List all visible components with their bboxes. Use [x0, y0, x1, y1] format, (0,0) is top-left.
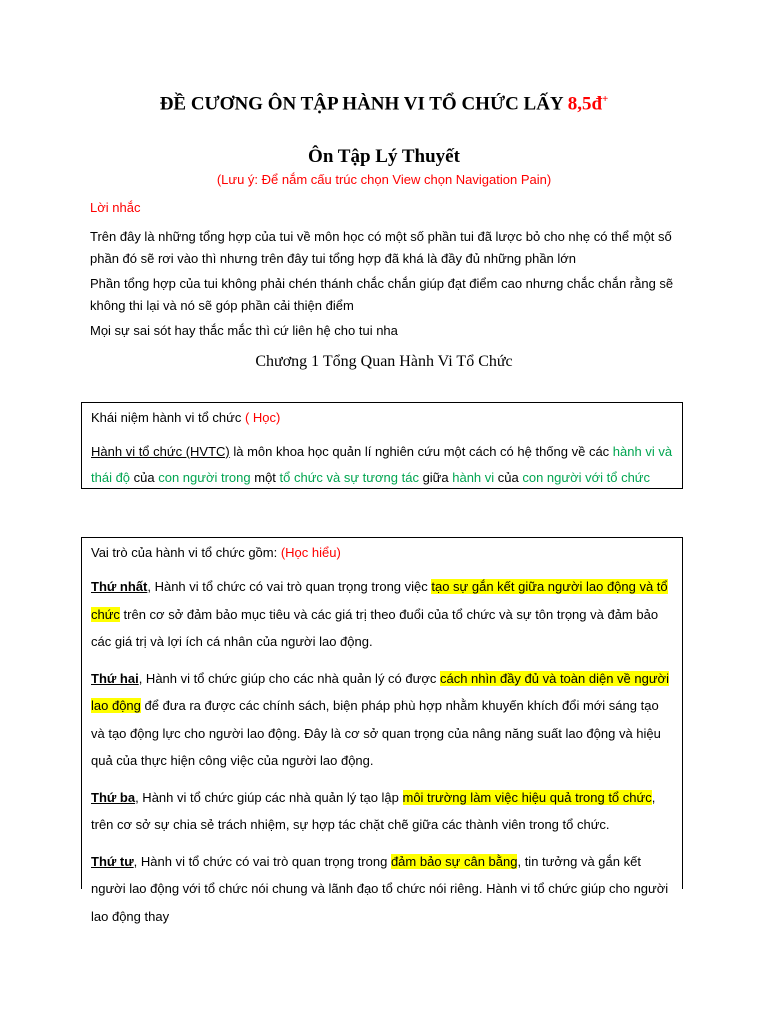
intro-paragraph-2: Phần tổng hợp của tui không phải chén thánh chắc chắn giúp đạt điểm cao nhưng chắc chắn rằng sẽ không thi lại và nó sẽ góp phần cải thiện điểm — [90, 276, 674, 313]
definition-heading: Khái niệm hành vi tổ chức ( Học) — [91, 410, 281, 425]
score-sup: + — [602, 93, 609, 105]
role-paragraph-2: Thứ hai, Hành vi tổ chức giúp cho các nhà quản lý có được cách nhìn đầy đủ và toàn diện về người lao động để đưa ra được các chính sách, biện pháp phù hợp nhằm khuyến khích đổi mới sáng tạo và tạo động lực cho người lao động. Đây là cơ sở quan trọng của nâng năng suất lao động và hiệu quả của thực hiện công việc của người lao động. — [91, 670, 669, 768]
reminder-heading: Lời nhắc — [90, 200, 141, 215]
definition-text: Hành vi tổ chức (HVTC) là môn khoa học quản lí nghiên cứu một cách có hệ thống về các hành vi và thái độ của con người trong một tổ chức và sự tương tác giữa hành vi của con người với tổ chức — [91, 444, 673, 485]
intro-paragraph-3: Mọi sự sai sót hay thắc mắc thì cứ liên hệ cho tui nha — [90, 323, 398, 338]
role-paragraph-1: Thứ nhất, Hành vi tổ chức có vai trò quan trọng trong việc tạo sự gắn kết giữa người lao động và tổ chức trên cơ sở đảm bảo mục tiêu và các giá trị theo đuổi của tổ chức và sự tôn trọng và đảm bảo các giá trị và lợi ích cá nhân của người lao động. — [91, 579, 668, 649]
roles-box — [81, 537, 683, 924]
definition-term: Hành vi tổ chức (HVTC) — [91, 444, 230, 459]
section-title: Ôn Tập Lý Thuyết — [308, 146, 460, 167]
score-text: 8,5đ — [567, 93, 603, 115]
chapter-heading: Chương 1 Tổng Quan Hành Vi Tổ Chức — [255, 353, 513, 370]
document-title: ĐỀ CƯƠNG ÔN TẬP HÀNH VI TỔ CHỨC LẤY 8,5đ+ — [159, 93, 609, 115]
role-paragraph-3: Thứ ba, Hành vi tổ chức giúp các nhà quản lý tạo lập môi trường làm việc hiệu quả trong tổ chức, trên cơ sở sự chia sẻ trách nhiệm, sự hợp tác chặt chẽ giữa các thành viên trong tổ chức. — [91, 789, 656, 832]
role-paragraph-4: Thứ tư, Hành vi tổ chức có vai trò quan trọng trong đảm bảo sự cân bằng, tin tưởng và gắn kết người lao động với tổ chức nói chung và lãnh đạo tổ chức nói riêng. Hành vi tổ chức giúp cho người lao động thay — [91, 853, 669, 924]
navigation-note: (Lưu ý: Để nắm cấu trúc chọn View chọn Navigation Pain) — [216, 172, 552, 187]
definition-box — [81, 402, 683, 489]
intro-paragraph-1: Trên đây là những tổng hợp của tui về môn học có một số phần tui đã lược bỏ cho nhẹ có thể một số phần đó sẽ rơi vào thì nhưng trên đây tui tổng hợp đã khá là đầy đủ những phần lớn — [90, 229, 672, 266]
roles-heading: Vai trò của hành vi tổ chức gồm: (Học hiểu) — [91, 545, 341, 560]
